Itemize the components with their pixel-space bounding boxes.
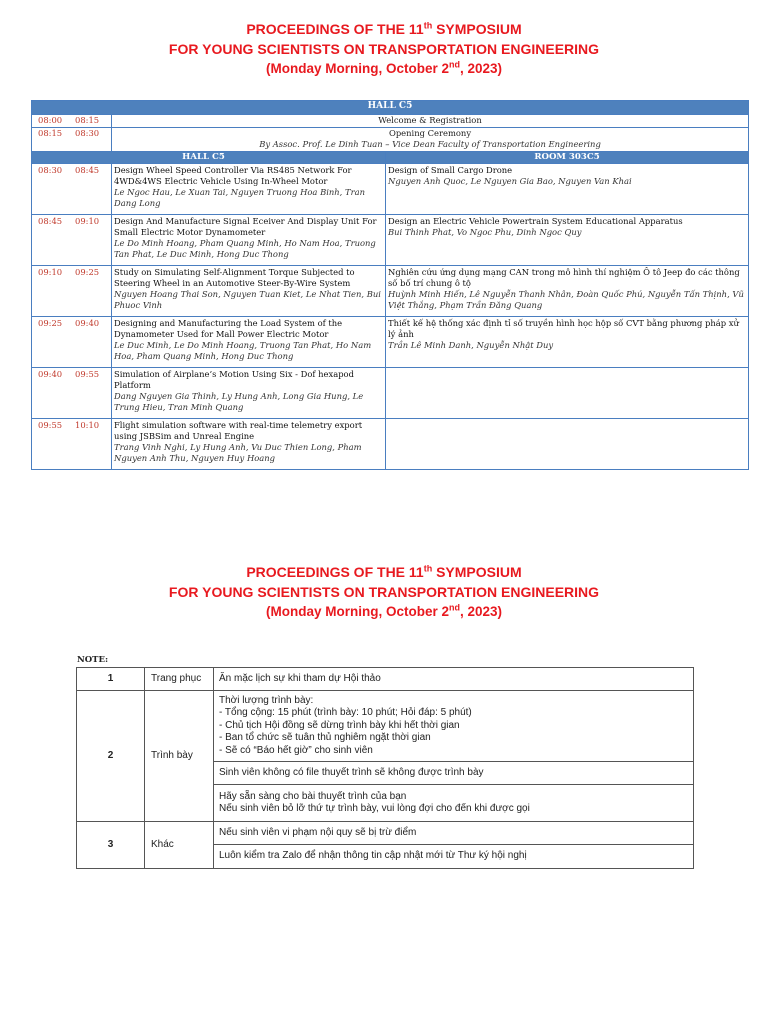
time-welcome: 08:00 08:15 — [32, 115, 112, 128]
table-row: 08:45 09:10 Design And Manufacture Signal Eceiver And Display Unit For Small Electric Motor Dynamometer Le Do Minh Hoang, Pham Quang Minh, Ho Nam Hoa, Truong Tan Phat, Le Duc Minh, Hong Duc Thong Design an Electric Vehicle Powertrain System Educational Apparatus Bui Thinh Phat, Vo Ngoc Phu, Dinh Ngoc Quy — [32, 215, 749, 266]
note-rule: Sinh viên không có file thuyết trình sẽ không được trình bày — [214, 762, 694, 785]
table-row: 09:10 09:25 Study on Simulating Self-Alignment Torque Subjected to Steering Wheel in an Automotive Steer-By-Wire System Nguyen Hoang Thai Son, Nguyen Tuan Kiet, Le Nhat Tien, Bui Phuoc Vinh Nghiên cứu ứng dụng mạng CAN trong mô hình thí nghiệm Ô tô Jeep đo các thông số bố trí chung ô tộ Huỳnh Minh Hiến, Lê Nguyễn Thanh Nhân, Đoàn Quốc Phú, Nguyễn Tấn Thịnh, Vũ Việt Thắng, Phạm Trần Đăng Quang — [32, 266, 749, 317]
table-row: 08:30 08:45 Design Wheel Speed Controller Via RS485 Network For 4WD&4WS Electric Vehicle Using In-Wheel Motor Le Ngoc Hau, Le Xuan Tai, Nguyen Truong Hoa Binh, Tran Dang Long Design of Small Cargo Drone Nguyen Anh Quoc, Le Nguyen Gia Bao, Nguyen Van Khai — [32, 164, 749, 215]
hall-presentation: Design And Manufacture Signal Eceiver And Display Unit For Small Electric Motor Dynamometer Le Do Minh Hoang, Pham Quang Minh, Ho Nam Hoa, Truong Tan Phat, Le Duc Minh, Hong Duc Thong — [112, 215, 386, 266]
room-presentation: Nghiên cứu ứng dụng mạng CAN trong mô hình thí nghiệm Ô tô Jeep đo các thông số bố trí chung ô tộ Huỳnh Minh Hiến, Lê Nguyễn Thanh Nhân, Đoàn Quốc Phú, Nguyễn Tấn Thịnh, Vũ Việt Thắng, Phạm Trần Đăng Quang — [386, 266, 749, 317]
room-presentation — [386, 419, 749, 470]
table-row: 09:55 10:10 Flight simulation software with real-time telemetry export using JSBSim and Unreal Engine Trang Vinh Nghi, Ly Hung Anh, Vu Duc Thien Long, Pham Nguyen Anh Thu, Nguyen Huy Hoang — [32, 419, 749, 470]
header-title-line1: PROCEEDINGS OF THE 11th SYMPOSIUM — [246, 563, 522, 580]
header-title-line2: FOR YOUNG SCIENTISTS ON TRANSPORTATION ENGINEERING — [168, 41, 600, 57]
table-row — [77, 691, 694, 762]
note-rule: Nếu sinh viên vi phạm nội quy sẽ bị trừ điểm — [214, 822, 694, 845]
table-row — [77, 668, 694, 691]
header-title-line1: PROCEEDINGS OF THE 11th SYMPOSIUM — [246, 20, 522, 37]
note-number: 2 — [77, 691, 145, 822]
hall-presentation: Simulation of Airplane’s Motion Using Six - Dof hexapod Platform Dang Nguyen Gia Thinh, Ly Hung Anh, Long Gia Hung, Le Trung Hieu, Tran Minh Quang — [112, 368, 386, 419]
note-rule: Hãy sẵn sàng cho bài thuyết trình của bạn Nếu sinh viên bỏ lỡ thứ tự trình bày, vui lòng đợi cho đến khi được gọi — [214, 785, 694, 822]
note-category: Trang phục — [145, 668, 214, 691]
note-category: Khác — [145, 822, 214, 869]
note-category: Trình bày — [145, 691, 214, 822]
hall-title: HALL C5 — [32, 101, 749, 115]
column-header-hall: HALL C5 — [32, 152, 386, 164]
note-label: NOTE: — [77, 655, 109, 665]
opening-text: Opening Ceremony — [388, 128, 472, 138]
header-title-line2: FOR YOUNG SCIENTISTS ON TRANSPORTATION ENGINEERING — [168, 584, 600, 600]
page-header-top — [0, 19, 768, 79]
note-rule: Thời lượng trình bày: - Tổng cộng: 15 phút (trình bày: 10 phút; Hỏi đáp: 5 phút) - Chủ tịch Hội đồng sẽ dừng trình bày khi hết thời gian - Ban tổ chức sẽ tuân thủ nghiêm ngặt thời gian - Sẽ có “Báo hết giờ” cho sinh viên — [214, 691, 694, 762]
hall-presentation: Flight simulation software with real-time telemetry export using JSBSim and Unreal Engine Trang Vinh Nghi, Ly Hung Anh, Vu Duc Thien Long, Pham Nguyen Anh Thu, Nguyen Huy Hoang — [112, 419, 386, 470]
table-row: 09:40 09:55 Simulation of Airplane’s Motion Using Six - Dof hexapod Platform Dang Nguyen Gia Thinh, Ly Hung Anh, Long Gia Hung, Le Trung Hieu, Tran Minh Quang — [32, 368, 749, 419]
hall-presentation: Designing and Manufacturing the Load System of the Dynamometer Used for Mall Power Electric Motor Le Duc Minh, Le Do Minh Hoang, Truong Tan Phat, Ho Nam Hoa, Pham Quang Minh, Hong Duc Thong — [112, 317, 386, 368]
note-number: 3 — [77, 822, 145, 869]
table-row: 09:25 09:40 Designing and Manufacturing the Load System of the Dynamometer Used for Mall Power Electric Motor Le Duc Minh, Le Do Minh Hoang, Truong Tan Phat, Ho Nam Hoa, Pham Quang Minh, Hong Duc Thong Thiết kế hệ thống xác định tỉ số truyền hình học hộp số CVT bằng phương pháp xử lý ảnh Trần Lê Minh Danh, Nguyễn Nhật Duy — [32, 317, 749, 368]
opening-by: By Assoc. Prof. Le Dinh Tuan – Vice Dean Faculty of Transportation Engineering — [259, 139, 601, 149]
hall-presentation: Study on Simulating Self-Alignment Torque Subjected to Steering Wheel in an Automotive Steer-By-Wire System Nguyen Hoang Thai Son, Nguyen Tuan Kiet, Le Nhat Tien, Bui Phuoc Vinh — [112, 266, 386, 317]
hall-presentation: Design Wheel Speed Controller Via RS485 Network For 4WD&4WS Electric Vehicle Using In-Wheel Motor Le Ngoc Hau, Le Xuan Tai, Nguyen Truong Hoa Binh, Tran Dang Long — [112, 164, 386, 215]
column-header-room: ROOM 303C5 — [386, 152, 749, 164]
room-presentation: Design of Small Cargo Drone Nguyen Anh Quoc, Le Nguyen Gia Bao, Nguyen Van Khai — [386, 164, 749, 215]
note-number: 1 — [77, 668, 145, 691]
page-header-bottom — [0, 562, 768, 622]
opening-ceremony — [112, 128, 749, 152]
welcome-text: Welcome & Registration — [112, 115, 749, 128]
note-rule: Luôn kiểm tra Zalo để nhận thông tin cập nhật mới từ Thư ký hội nghị — [214, 845, 694, 869]
header-date: (Monday Morning, October 2nd, 2023) — [265, 59, 503, 76]
time-opening: 08:15 08:30 — [32, 128, 112, 152]
notes-table — [76, 667, 694, 869]
table-row — [77, 822, 694, 845]
note-rule: Ăn mặc lịch sự khi tham dự Hội thảo — [214, 668, 694, 691]
header-date: (Monday Morning, October 2nd, 2023) — [265, 602, 503, 619]
schedule-table — [31, 100, 749, 470]
room-presentation: Thiết kế hệ thống xác định tỉ số truyền hình học hộp số CVT bằng phương pháp xử lý ảnh Trần Lê Minh Danh, Nguyễn Nhật Duy — [386, 317, 749, 368]
room-presentation — [386, 368, 749, 419]
room-presentation: Design an Electric Vehicle Powertrain System Educational Apparatus Bui Thinh Phat, Vo Ngoc Phu, Dinh Ngoc Quy — [386, 215, 749, 266]
